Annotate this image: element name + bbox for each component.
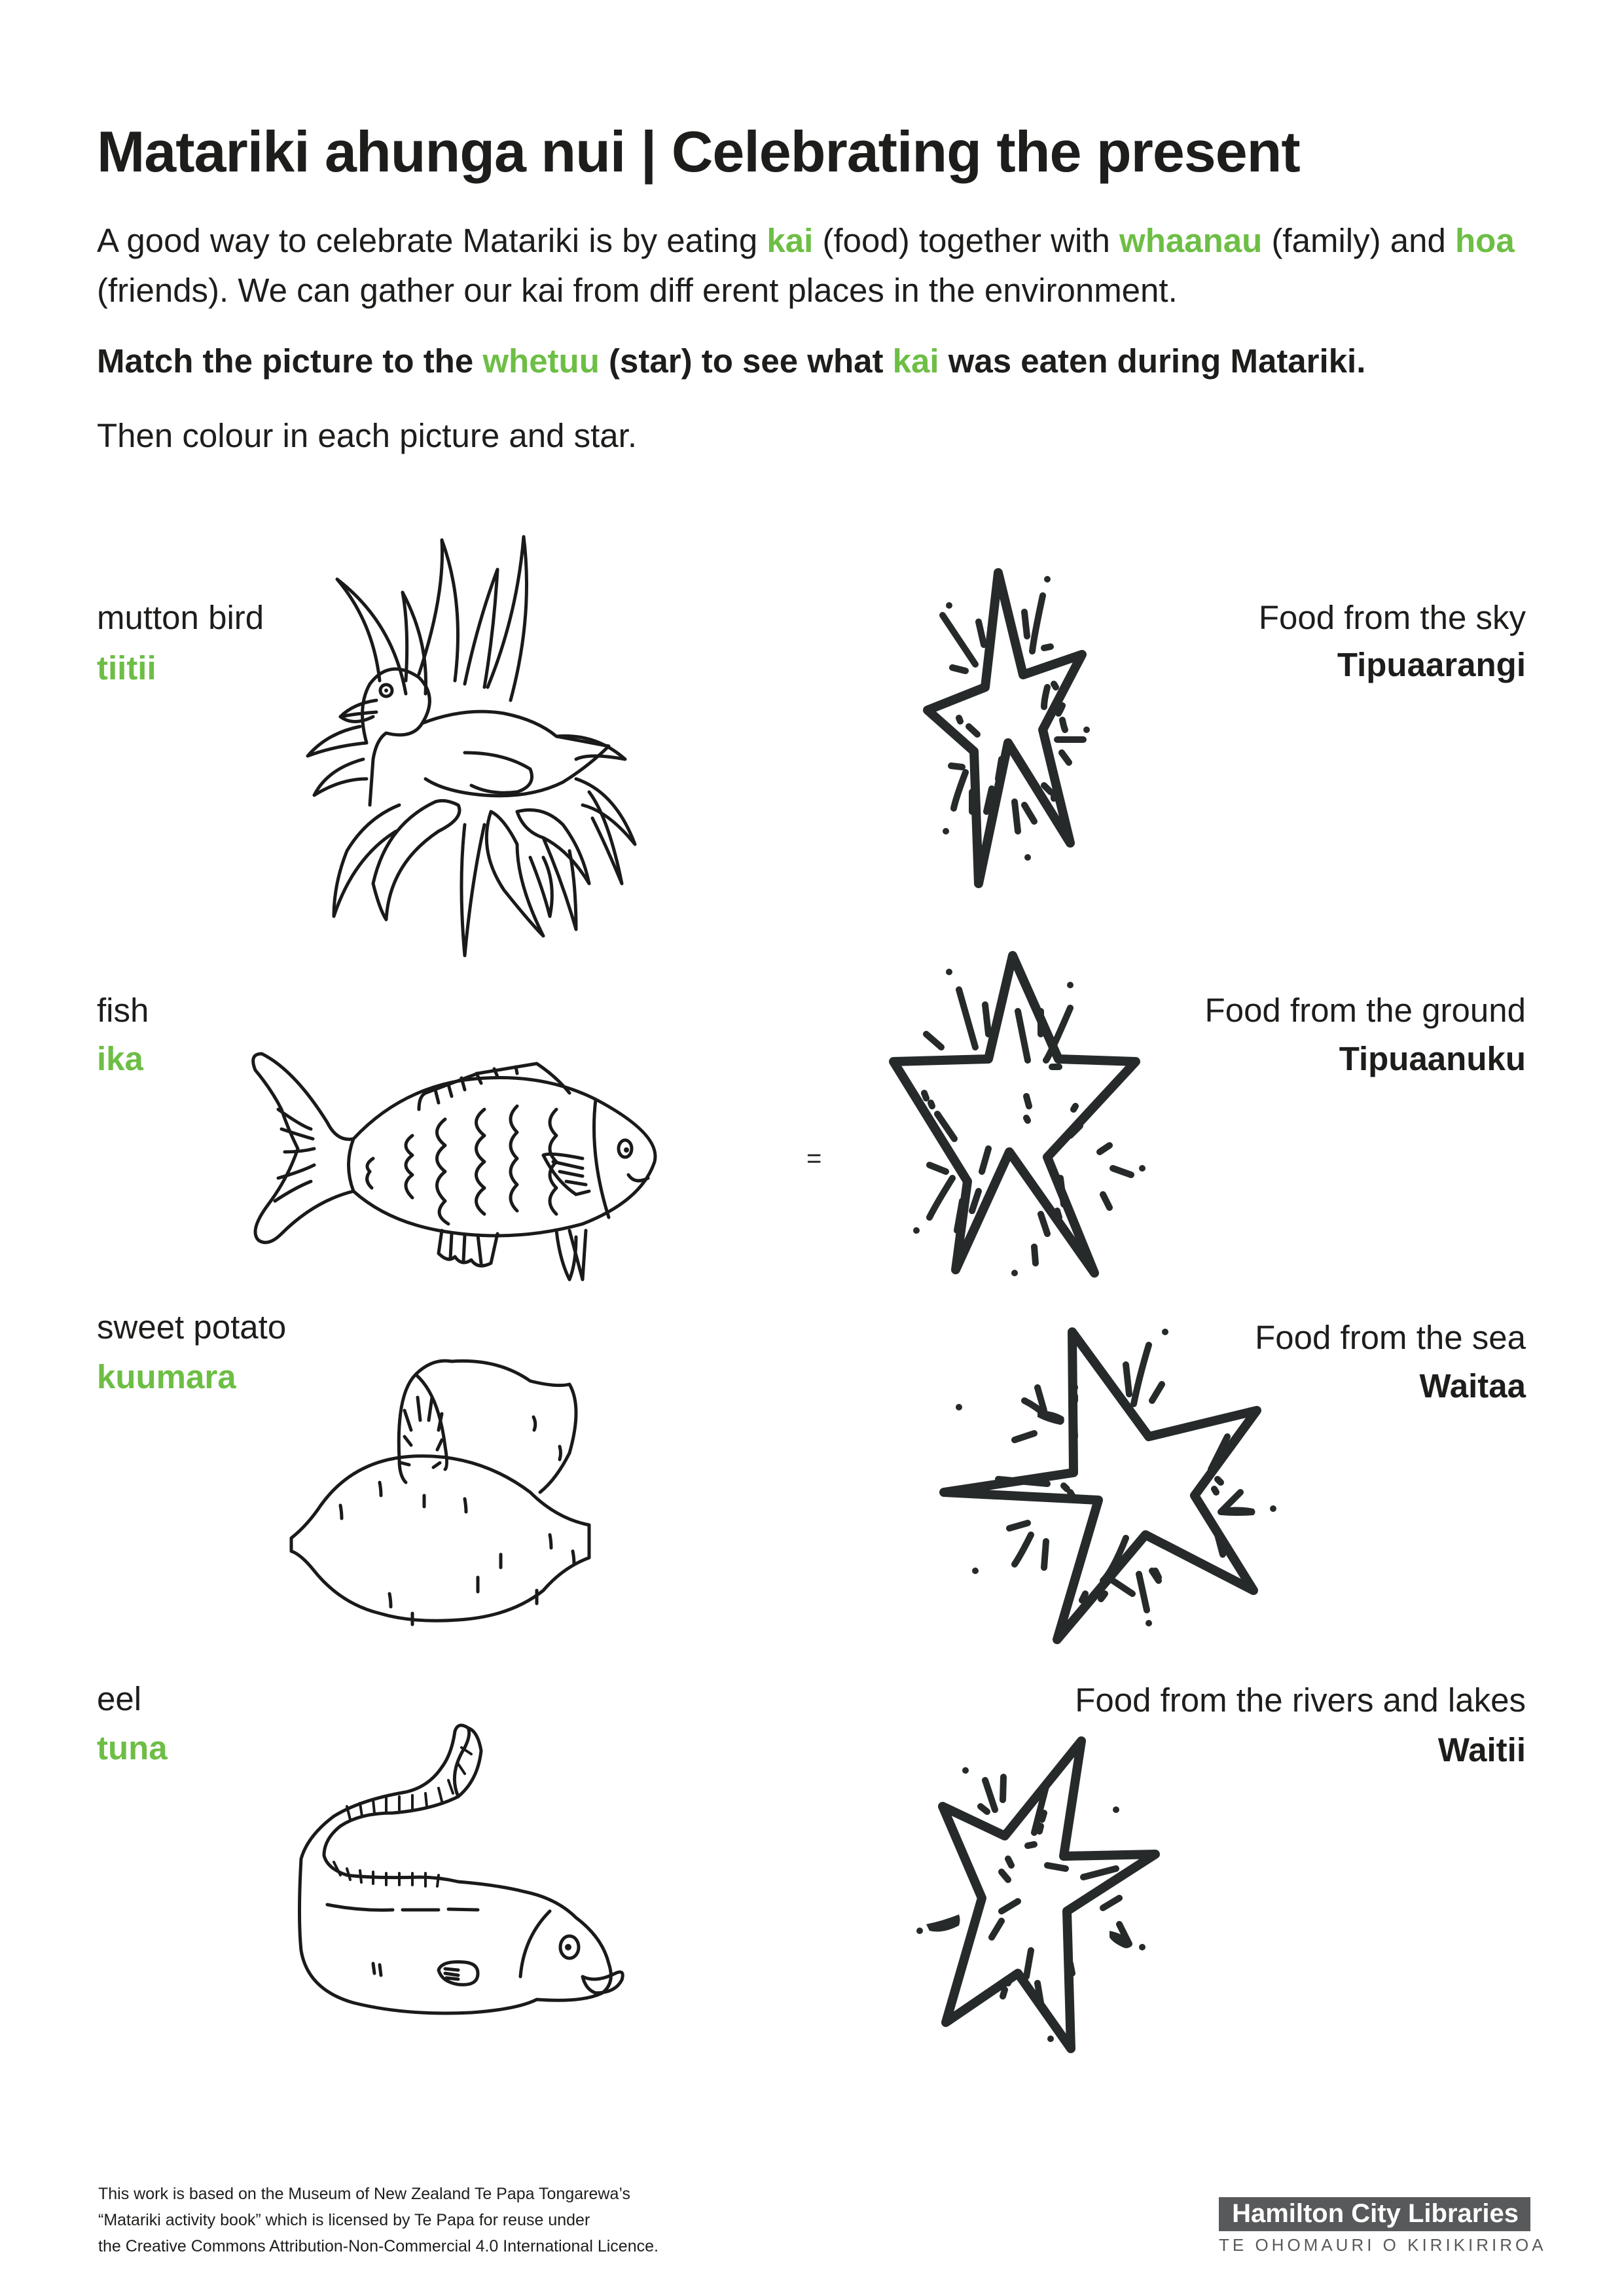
star-name: Tipuaarangi [1337,646,1526,683]
star-name: Waitii [1437,1731,1526,1768]
fish-illustration [203,1005,700,1266]
eel-illustration [262,1702,668,2029]
picture-maori-label: tiitii [97,649,156,687]
attribution-line: This work is based on the Museum of New Zealand Te Papa Tongarewa’s [98,2185,630,2203]
star-description: Food from the rivers and lakes [1075,1681,1526,1719]
picture-english-label: sweet potato [97,1308,287,1346]
page-title: Matariki ahunga nui | Celebrating the present [97,119,1300,184]
instruction-text: Match the picture to the [97,342,483,380]
star-icon [929,1312,1296,1640]
star-icon [913,563,1240,890]
mutton-bird-illustration [268,543,687,962]
picture-english-label: fish [97,992,149,1029]
intro-text: (friends). We can gather our kai from diff erent places in the environment. [97,272,1178,309]
instruction-colour: Then colour in each picture and star. [97,417,637,454]
logo-name: Hamilton City Libraries [1219,2197,1530,2231]
sweet-potato-illustration [281,1355,648,1630]
instruction-text: (star) to see what [599,342,893,380]
attribution-line: “Matariki activity book” which is licensed by Te Papa for reuse under [98,2211,590,2229]
picture-english-label: eel [97,1680,142,1717]
attribution-line: the Creative Commons Attribution-Non-Commercial 4.0 International Licence. [98,2237,659,2255]
picture-maori-label: ika [97,1040,143,1077]
highlight-whaanau: whaanau [1119,222,1263,259]
star-name: Waitaa [1419,1367,1526,1405]
star-name: Tipuaanuku [1339,1040,1526,1077]
intro-paragraph [97,216,1550,315]
stray-equals-mark: = [806,1144,822,1173]
attribution-footer [98,2181,884,2259]
hamilton-city-libraries-logo [1219,2197,1547,2255]
picture-maori-label: tuna [97,1729,168,1767]
highlight-kai: kai [767,222,814,259]
picture-english-label: mutton bird [97,599,264,636]
instruction-match [97,342,1365,380]
star-icon [903,1734,1270,2075]
picture-maori-label: kuumara [97,1358,236,1395]
star-icon [851,942,1191,1283]
intro-text: A good way to celebrate Matariki is by eating [97,222,767,259]
intro-text: (family) and [1262,222,1456,259]
logo-subtitle: TE OHOMAURI O KIRIKIRIROA [1219,2235,1547,2255]
star-description: Food from the sky [1258,599,1526,636]
instruction-text: was eaten during Matariki. [939,342,1366,380]
star-description: Food from the sea [1255,1319,1526,1356]
intro-text: (food) together with [813,222,1120,259]
star-description: Food from the ground [1204,992,1526,1029]
highlight-hoa: hoa [1455,222,1515,259]
highlight-kai: kai [892,342,939,380]
highlight-whetuu: whetuu [482,342,600,380]
